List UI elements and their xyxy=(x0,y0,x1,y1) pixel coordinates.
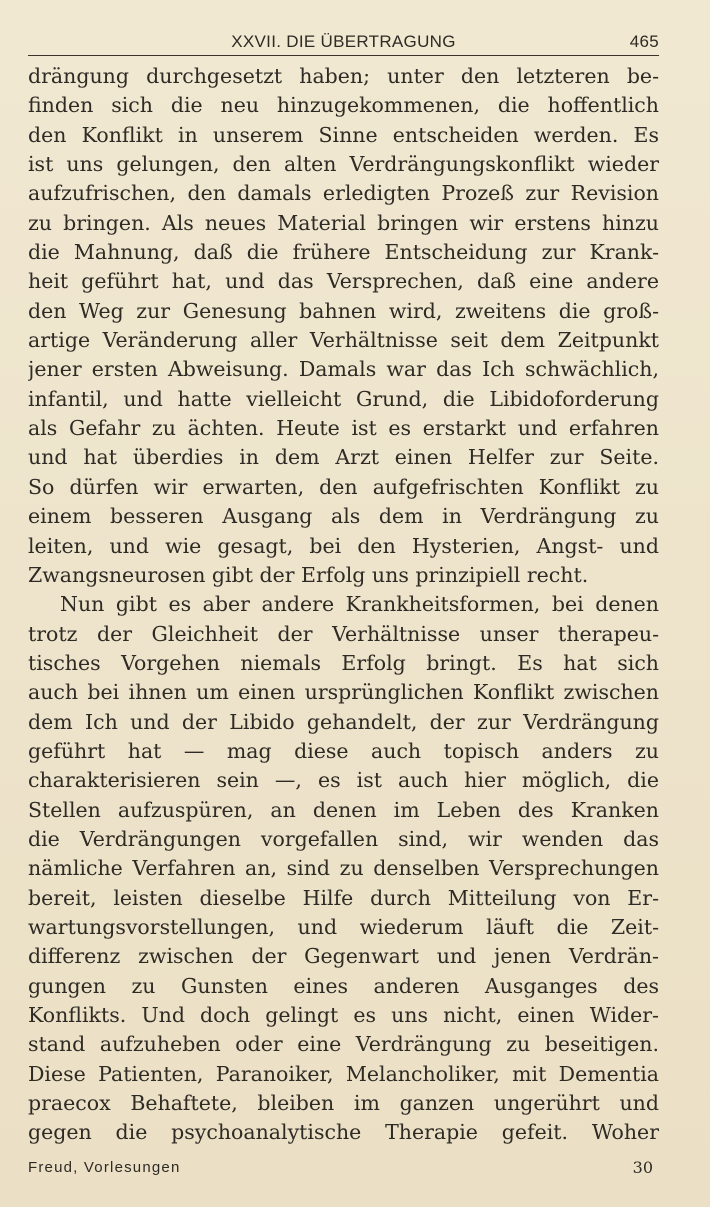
text-line: Nun gibt es aber andere Krankheitsformen, bei denen xyxy=(60,592,659,617)
text-line: charakterisieren sein —, es ist auch hier möglich, die xyxy=(28,768,659,793)
text-line: trotz der Gleichheit der Verhältnisse unser therapeu- xyxy=(28,621,659,646)
text-line: So dürfen wir erwarten, den aufgefrischten Konflikt zu xyxy=(28,474,659,499)
text-line: stand aufzuheben oder eine Verdrängung zu beseitigen. xyxy=(28,1032,659,1057)
header-rule xyxy=(28,55,659,56)
text-line: jener ersten Abweisung. Damals war das Ich schwächlich, xyxy=(28,357,659,382)
text-line: tisches Vorgehen niemals Erfolg bringt. Es hat sich xyxy=(28,650,659,675)
text-line: differenz zwischen der Gegenwart und jenen Verdrän- xyxy=(28,944,659,969)
text-line: auch bei ihnen um einen ursprünglichen Konflikt zwischen xyxy=(28,680,659,705)
text-line: den Weg zur Genesung bahnen wird, zweitens die groß- xyxy=(28,298,659,323)
running-title: XXVII. DIE ÜBERTRAGUNG xyxy=(231,32,456,51)
text-line: bereit, leisten dieselbe Hilfe durch Mitteilung von Er- xyxy=(28,885,659,910)
text-line: praecox Behaftete, bleiben im ganzen ungerührt und xyxy=(28,1091,659,1116)
text-line: gegen die psychoanalytische Therapie gefeit. Woher xyxy=(28,1120,659,1145)
text-line: die Verdrängungen vorgefallen sind, wir wenden das xyxy=(28,826,659,851)
text-line: wartungsvorstellungen, und wiederum läuft die Zeit- xyxy=(28,914,659,939)
text-line: ist uns gelungen, den alten Verdrängungskonflikt wieder xyxy=(28,152,659,177)
text-line: nämliche Verfahren an, sind zu denselben Versprechungen xyxy=(28,856,659,881)
text-line: geführt hat — mag diese auch topisch anders zu xyxy=(28,738,659,763)
text-line: dem Ich und der Libido gehandelt, der zur Verdrängung xyxy=(28,709,659,734)
text-line: zu bringen. Als neues Material bringen wir erstens hinzu xyxy=(28,210,659,235)
text-line: infantil, und hatte vielleicht Grund, die Libidoforderung xyxy=(28,386,659,411)
footer-sheet-number: 30 xyxy=(632,1158,653,1177)
text-line: aufzufrischen, den damals erledigten Prozeß zur Revision xyxy=(28,181,659,206)
text-line: als Gefahr zu ächten. Heute ist es erstarkt und erfahren xyxy=(28,416,659,441)
text-line: den Konflikt in unserem Sinne entscheiden werden. Es xyxy=(28,122,659,147)
text-line: finden sich die neu hinzugekommenen, die hoffentlich xyxy=(28,93,659,118)
body-text xyxy=(28,62,659,1148)
page-number: 465 xyxy=(629,32,659,51)
text-line: und hat überdies in dem Arzt einen Helfer zur Seite. xyxy=(28,445,659,470)
text-line: die Mahnung, daß die frühere Entscheidung zur Krank- xyxy=(28,240,659,265)
text-line: drängung durchgesetzt haben; unter den letzteren be- xyxy=(28,64,659,88)
text-line: leiten, und wie gesagt, bei den Hysterien, Angst- und xyxy=(28,533,659,558)
text-line: Stellen aufzuspüren, an denen im Leben des Kranken xyxy=(28,797,659,822)
text-line: heit geführt hat, und das Versprechen, daß eine andere xyxy=(28,269,659,294)
text-line: Zwangsneurosen gibt der Erfolg uns prinzipiell recht. xyxy=(28,562,589,587)
text-line: artige Veränderung aller Verhältnisse seit dem Zeitpunkt xyxy=(28,328,659,353)
text-line: gungen zu Gunsten eines anderen Ausganges des xyxy=(28,973,659,998)
running-head xyxy=(28,30,659,54)
text-line: Diese Patienten, Paranoiker, Melancholiker, mit Dementia xyxy=(28,1061,659,1086)
text-line: einem besseren Ausgang als dem in Verdrängung zu xyxy=(28,504,659,529)
footer-signature: Freud, Vorlesungen xyxy=(28,1159,181,1176)
text-line: Konflikts. Und doch gelingt es uns nicht, einen Wider- xyxy=(28,1003,659,1027)
